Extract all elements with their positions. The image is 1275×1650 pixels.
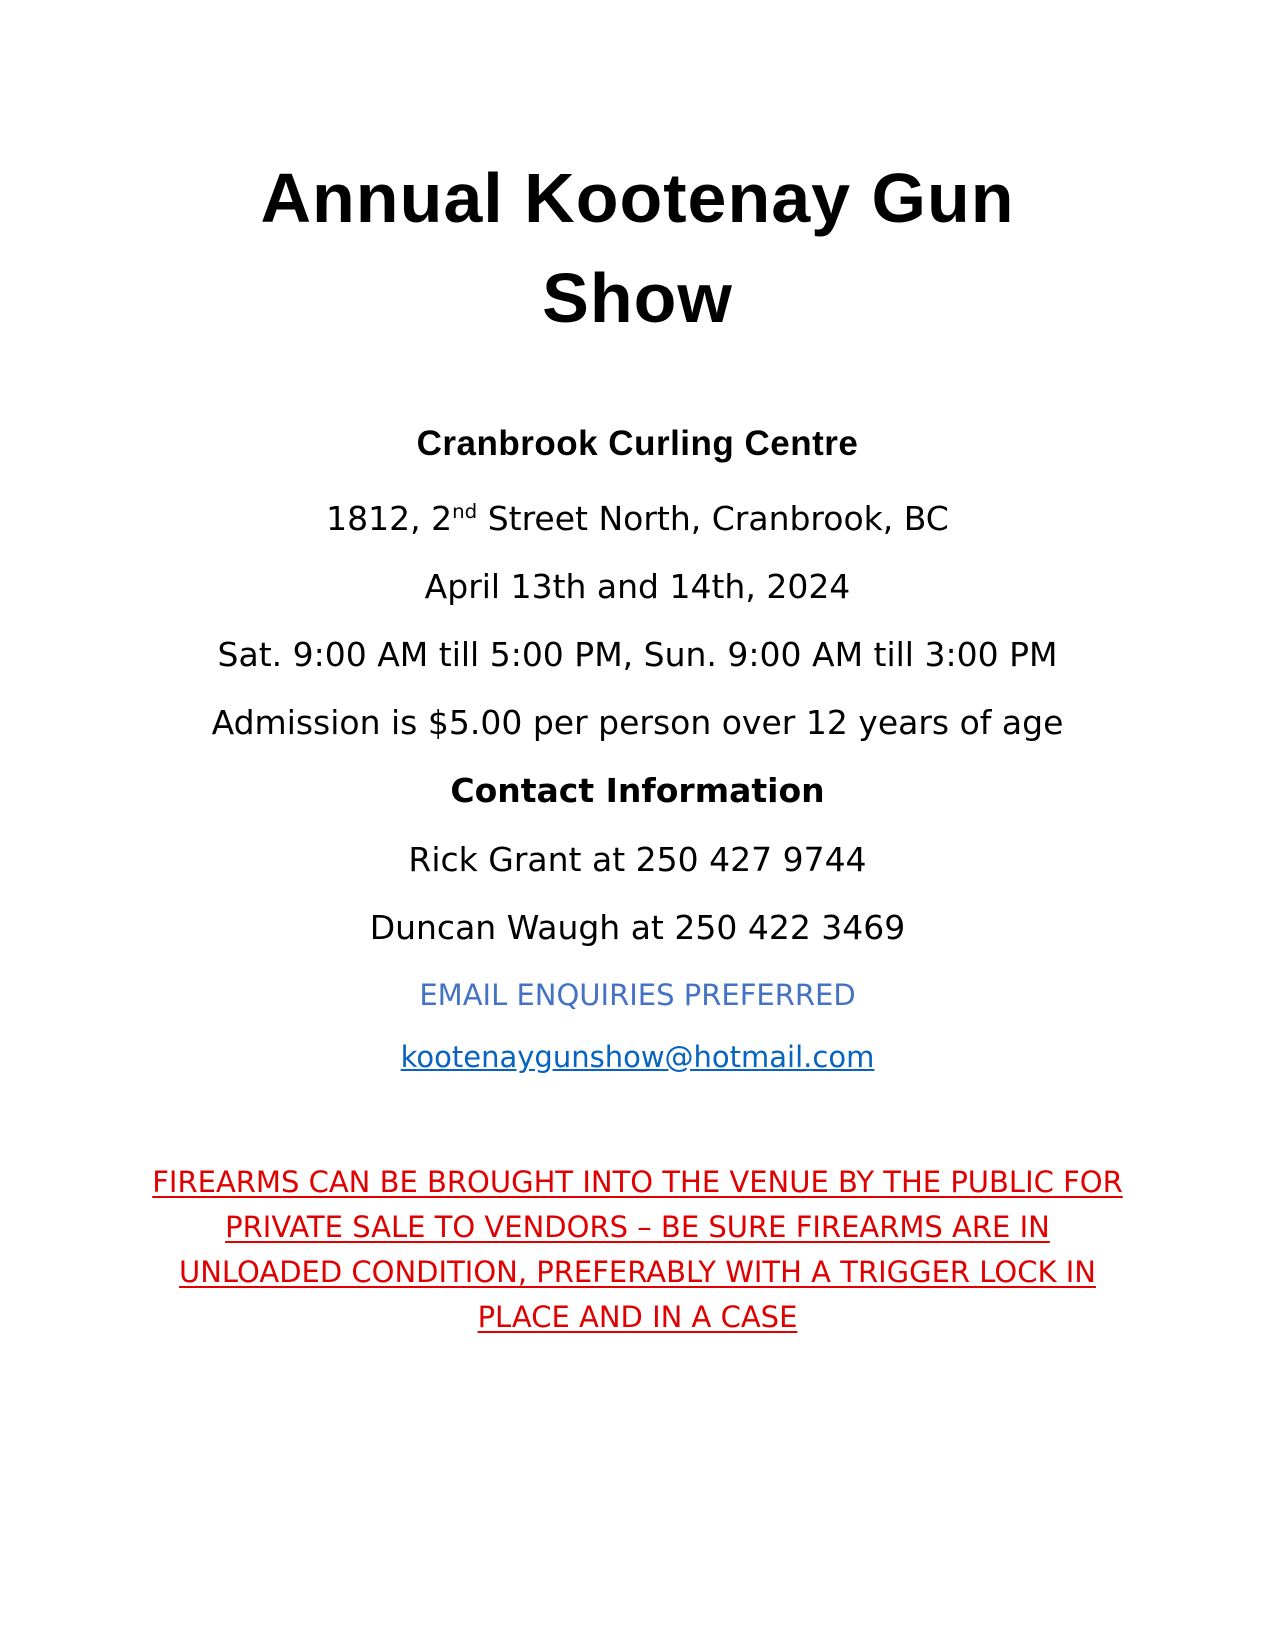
venue-name: Cranbrook Curling Centre — [416, 424, 859, 463]
firearms-warning: FIREARMS CAN BE BROUGHT INTO THE VENUE BY THE PUBLIC FOR PRIVATE SALE TO VENDORS – BE SURE FIREARMS ARE IN UNLOADED CONDITION, PREFERABLY WITH A TRIGGER LOCK IN PLACE AND IN A CASE — [152, 1165, 1123, 1334]
email-enquiries-note: EMAIL ENQUIRIES PREFERRED — [419, 978, 856, 1012]
address-ordinal-suffix: nd — [452, 500, 478, 523]
email-line — [0, 1037, 1275, 1077]
address-prefix: 1812, 2 — [326, 499, 453, 538]
contact-person-1: Rick Grant at 250 427 9744 — [408, 840, 867, 879]
venue-address — [0, 497, 1275, 541]
event-dates: April 13th and 14th, 2024 — [424, 567, 851, 606]
email-link[interactable]: kootenaygunshow@hotmail.com — [400, 1040, 875, 1074]
contact-person-2: Duncan Waugh at 250 422 3469 — [369, 908, 906, 947]
contact-heading: Contact Information — [450, 771, 825, 810]
flyer-title-line-2: Show — [542, 259, 733, 337]
admission-info: Admission is $5.00 per person over 12 years of age — [211, 703, 1064, 742]
event-hours: Sat. 9:00 AM till 5:00 PM, Sun. 9:00 AM till 3:00 PM — [217, 635, 1058, 674]
address-street: Street North, Cranbrook, BC — [477, 499, 949, 538]
flyer-title-line-1: Annual Kootenay Gun — [260, 159, 1015, 237]
